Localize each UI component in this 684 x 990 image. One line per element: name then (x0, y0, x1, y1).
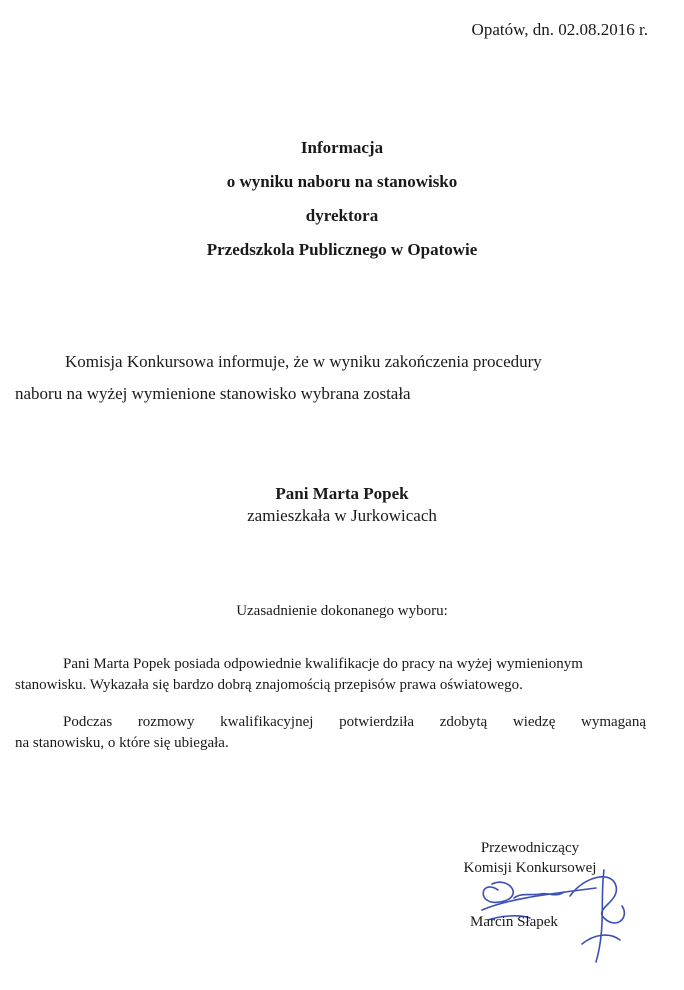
paragraph-1-line-2: stanowisku. Wykazała się bardzo dobrą znajomością przepisów prawa oświatowego. (15, 677, 523, 693)
handwritten-signature (470, 858, 640, 968)
document-date: Opatów, dn. 02.08.2016 r. (471, 20, 648, 39)
intro-line-1: Komisja Konkursowa informuje, że w wyniku zakończenia procedury (65, 352, 542, 371)
signature-stroke (482, 888, 596, 910)
justification-paragraph-2 (15, 712, 646, 754)
justification-paragraph-1 (15, 654, 646, 696)
signature-stroke (483, 882, 513, 902)
title-line-1: Informacja (300, 138, 384, 157)
paragraph-1-line-1: Pani Marta Popek posiada odpowiednie kwalifikacje do pracy na wyżej wymienionym (63, 656, 583, 672)
signature-stroke (570, 877, 624, 923)
selected-candidate (0, 483, 684, 527)
paragraph-2-line-1: Podczas rozmowy kwalifikacyjnej potwierdziła zdobytą wiedzę wymaganą (63, 714, 646, 730)
candidate-residence: zamieszkała w Jurkowicach (247, 506, 437, 525)
title-line-2: o wyniku naboru na stanowisko (226, 172, 458, 191)
document-title (0, 131, 684, 267)
title-line-4: Przedszkola Publicznego w Opatowie (206, 240, 478, 259)
role-line-1: Przewodniczący (480, 840, 580, 856)
role-line-2: Komisji Konkursowej (463, 860, 597, 876)
justification-heading: Uzasadnienie dokonanego wyboru: (236, 603, 448, 619)
signer-name: Marcin Słapek (470, 914, 558, 930)
signature-stroke (596, 870, 604, 962)
title-line-3: dyrektora (305, 206, 379, 225)
intro-paragraph (15, 346, 611, 410)
intro-line-2: naboru na wyżej wymienione stanowisko wybrana została (15, 384, 411, 403)
candidate-name: Pani Marta Popek (275, 484, 409, 503)
paragraph-2-line-2: na stanowisku, o które się ubiegała. (15, 735, 229, 751)
